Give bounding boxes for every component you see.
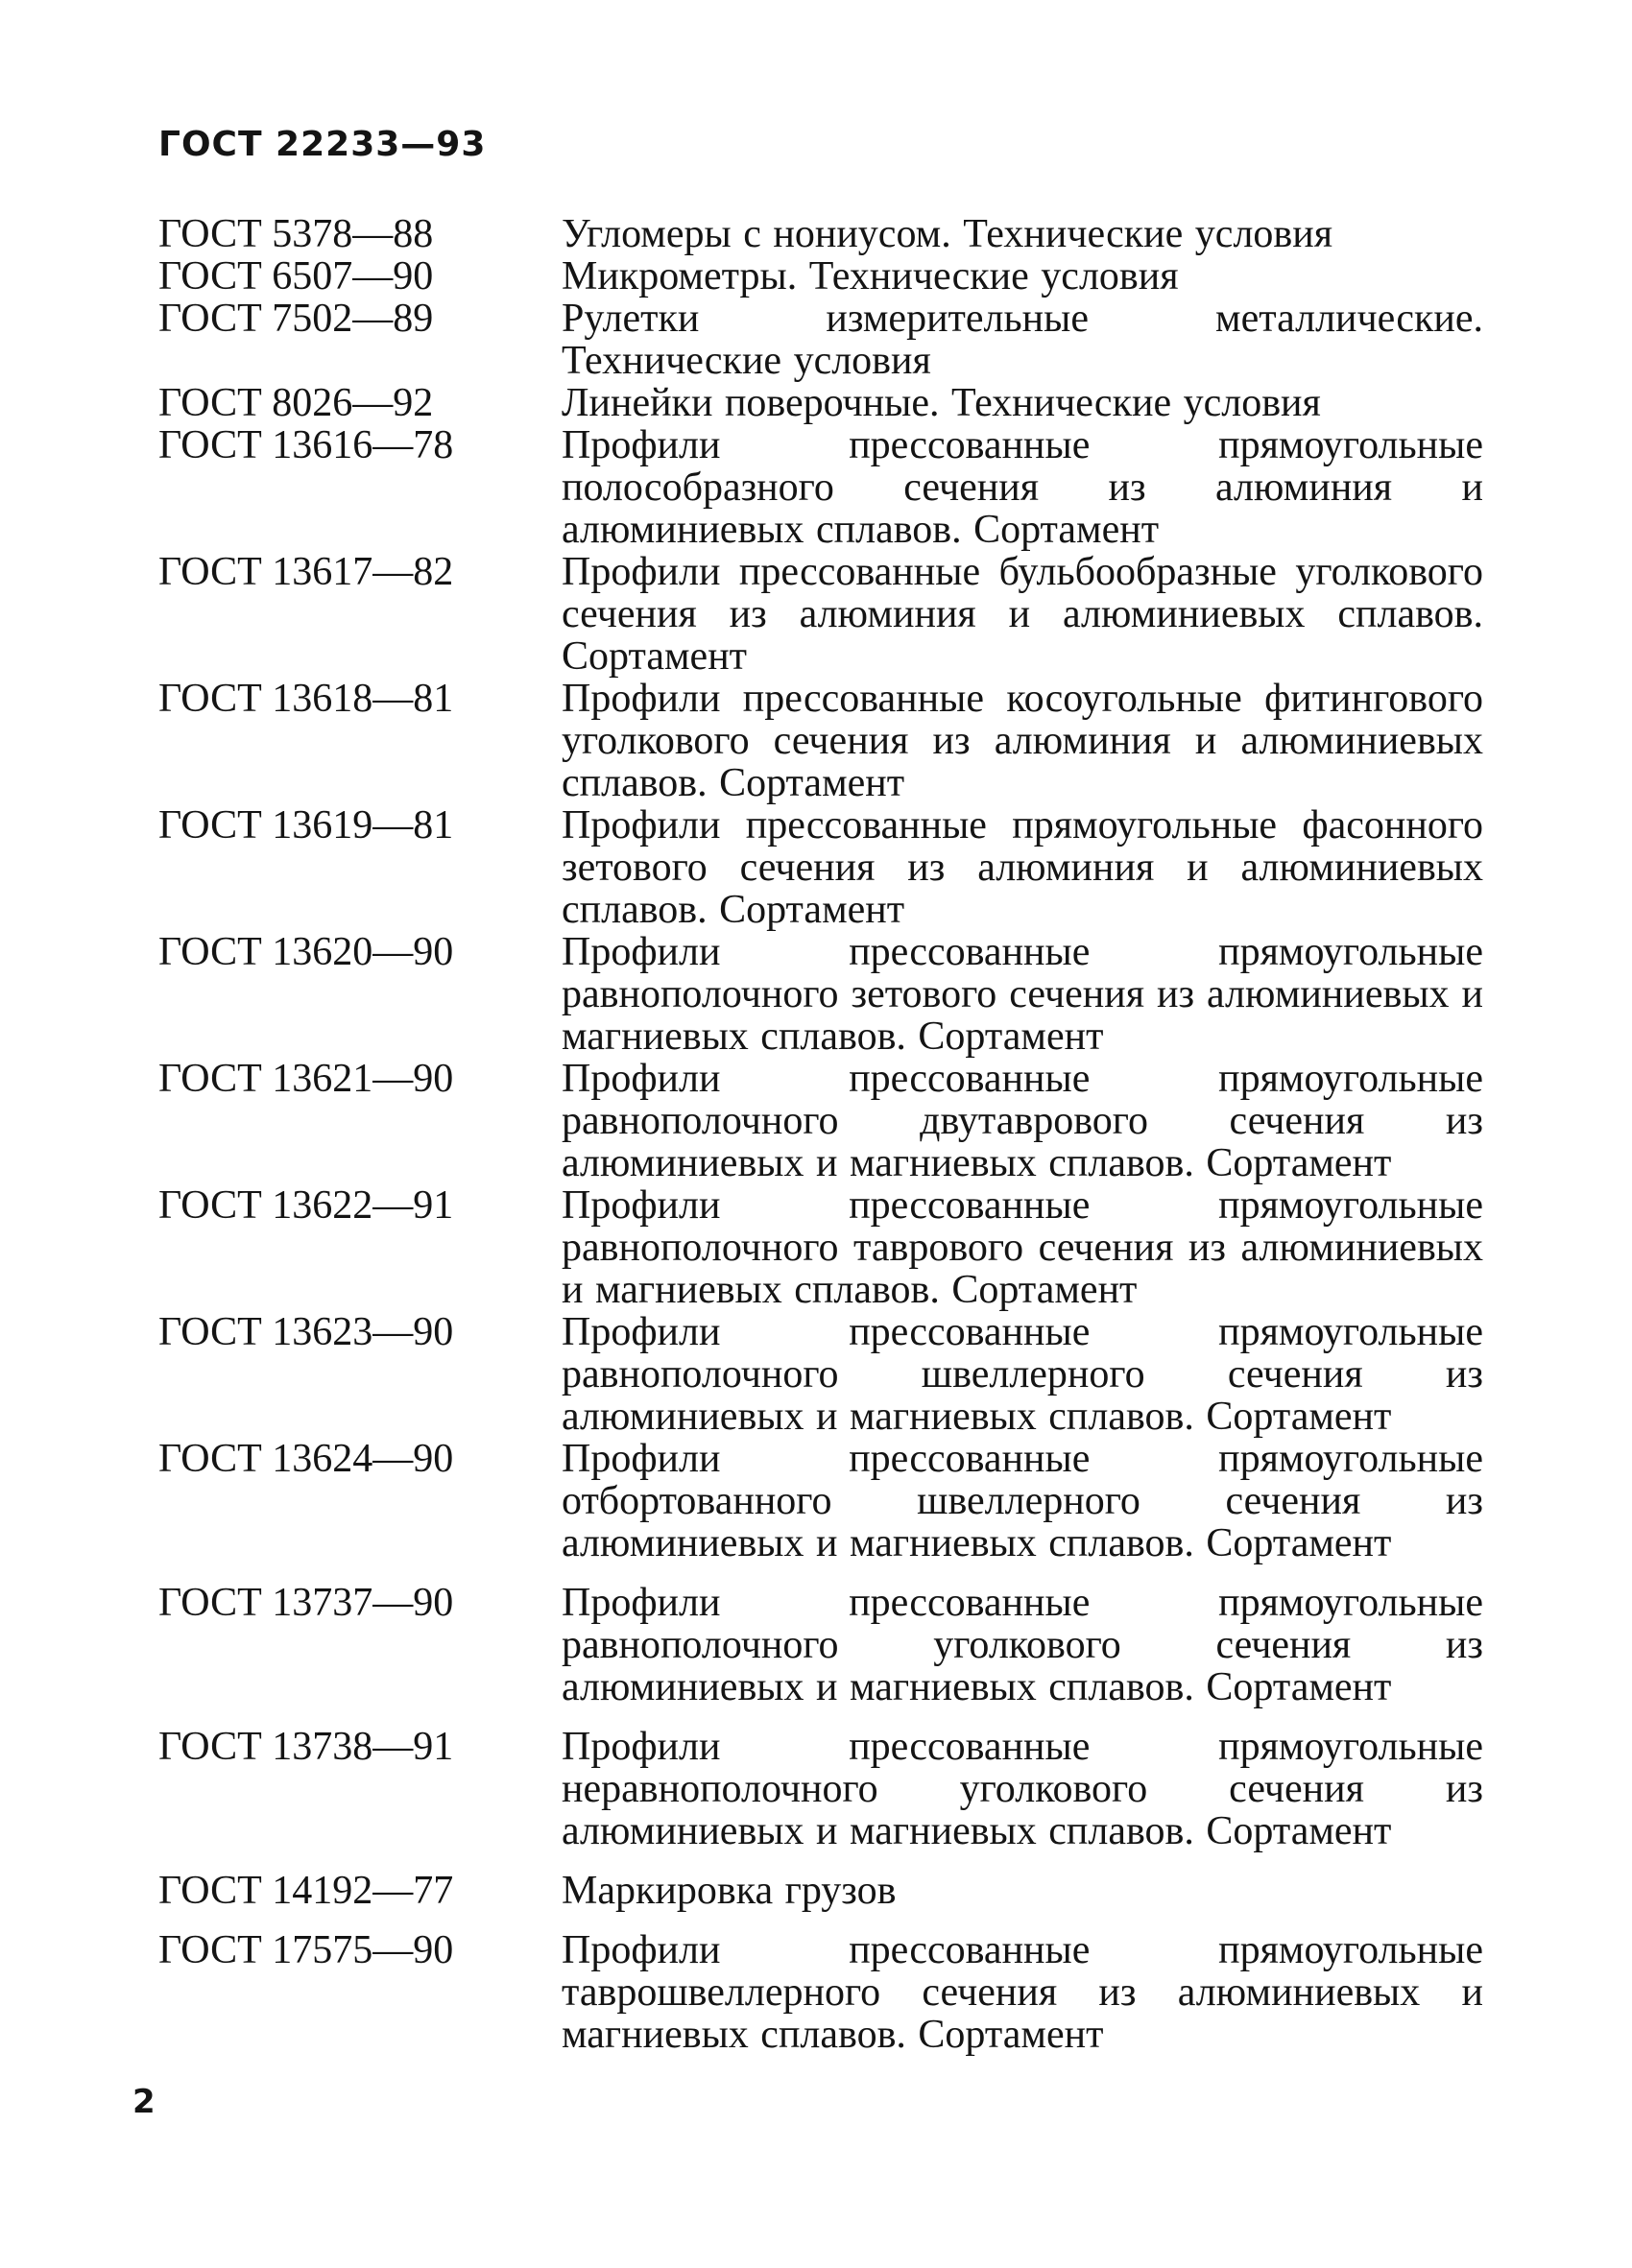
reference-title: Линейки поверочные. Технические условия [562, 381, 1321, 425]
reference-code: ГОСТ 13619—81 [158, 803, 454, 848]
reference-title: Профили прессованные прямоугольные таврошвеллерного сечения из алюминиевых и магниевых сплавов. Сортамент [562, 1928, 1483, 2057]
reference-row [158, 678, 1502, 804]
reference-code: ГОСТ 13738—91 [158, 1725, 454, 1769]
reference-title: Профили прессованные прямоугольные равнополочного швеллерного сечения из алюминиевых и магниевых сплавов. Сортамент [562, 1310, 1483, 1439]
reference-code: ГОСТ 13620—90 [158, 930, 454, 974]
reference-code: ГОСТ 13737—90 [158, 1581, 454, 1625]
reference-code: ГОСТ 13623—90 [158, 1310, 454, 1354]
reference-code: ГОСТ 13617—82 [158, 550, 454, 594]
reference-row [158, 424, 1502, 551]
reference-row [158, 1929, 1502, 2056]
reference-code: ГОСТ 8026—92 [158, 381, 434, 425]
reference-title: Микрометры. Технические условия [562, 254, 1179, 298]
reference-title: Профили прессованные прямоугольные равнополочного зетового сечения из алюминиевых и магниевых сплавов. Сортамент [562, 930, 1483, 1059]
reference-code: ГОСТ 7502—89 [158, 297, 434, 341]
reference-title: Профили прессованные косоугольные фитингового уголкового сечения из алюминия и алюминиевых сплавов. Сортамент [562, 677, 1483, 805]
reference-code: ГОСТ 13618—81 [158, 677, 454, 721]
reference-row [158, 1184, 1502, 1311]
reference-row [158, 382, 1502, 424]
reference-code: ГОСТ 14192—77 [158, 1869, 454, 1913]
reference-code: ГОСТ 17575—90 [158, 1928, 454, 1972]
reference-row [158, 551, 1502, 678]
reference-title: Угломеры с нониусом. Технические условия [562, 212, 1333, 256]
reference-row [158, 931, 1502, 1058]
reference-title: Профили прессованные прямоугольные равнополочного уголкового сечения из алюминиевых и магниевых сплавов. Сортамент [562, 1581, 1483, 1709]
reference-row [158, 1870, 1502, 1912]
reference-row [158, 804, 1502, 931]
reference-row [158, 213, 1502, 255]
reference-title: Маркировка грузов [562, 1869, 897, 1913]
reference-code: ГОСТ 13616—78 [158, 423, 454, 467]
normative-references-list [158, 213, 1502, 2056]
reference-title: Профили прессованные бульбообразные уголкового сечения из алюминия и алюминиевых сплавов. Сортамент [562, 550, 1483, 679]
reference-title: Профили прессованные прямоугольные неравнополочного уголкового сечения из алюминиевых и магниевых сплавов. Сортамент [562, 1725, 1483, 1853]
reference-row [158, 1311, 1502, 1438]
reference-row [158, 1058, 1502, 1184]
reference-code: ГОСТ 13621—90 [158, 1057, 454, 1101]
reference-row [158, 1726, 1502, 1852]
reference-title: Рулетки измерительные металлические. Технические условия [562, 297, 1483, 383]
reference-row [158, 1582, 1502, 1708]
reference-row [158, 298, 1502, 382]
reference-code: ГОСТ 13624—90 [158, 1437, 454, 1481]
reference-title: Профили прессованные прямоугольные равнополочного двутаврового сечения из алюминиевых и магниевых сплавов. Сортамент [562, 1057, 1483, 1185]
reference-title: Профили прессованные прямоугольные фасонного зетового сечения из алюминия и алюминиевых сплавов. Сортамент [562, 803, 1483, 932]
page-number: 2 [132, 2083, 156, 2121]
reference-title: Профили прессованные прямоугольные равнополочного таврового сечения из алюминиевых и магниевых сплавов. Сортамент [562, 1183, 1483, 1312]
reference-code: ГОСТ 5378—88 [158, 212, 434, 256]
reference-code: ГОСТ 13622—91 [158, 1183, 454, 1228]
reference-code: ГОСТ 6507—90 [158, 254, 434, 298]
page-header: ГОСТ 22233—93 [158, 125, 487, 164]
reference-title: Профили прессованные прямоугольные отбортованного швеллерного сечения из алюминиевых и магниевых сплавов. Сортамент [562, 1437, 1483, 1565]
reference-title: Профили прессованные прямоугольные полособразного сечения из алюминия и алюминиевых сплавов. Сортамент [562, 423, 1483, 552]
reference-row [158, 1438, 1502, 1564]
reference-row [158, 255, 1502, 298]
